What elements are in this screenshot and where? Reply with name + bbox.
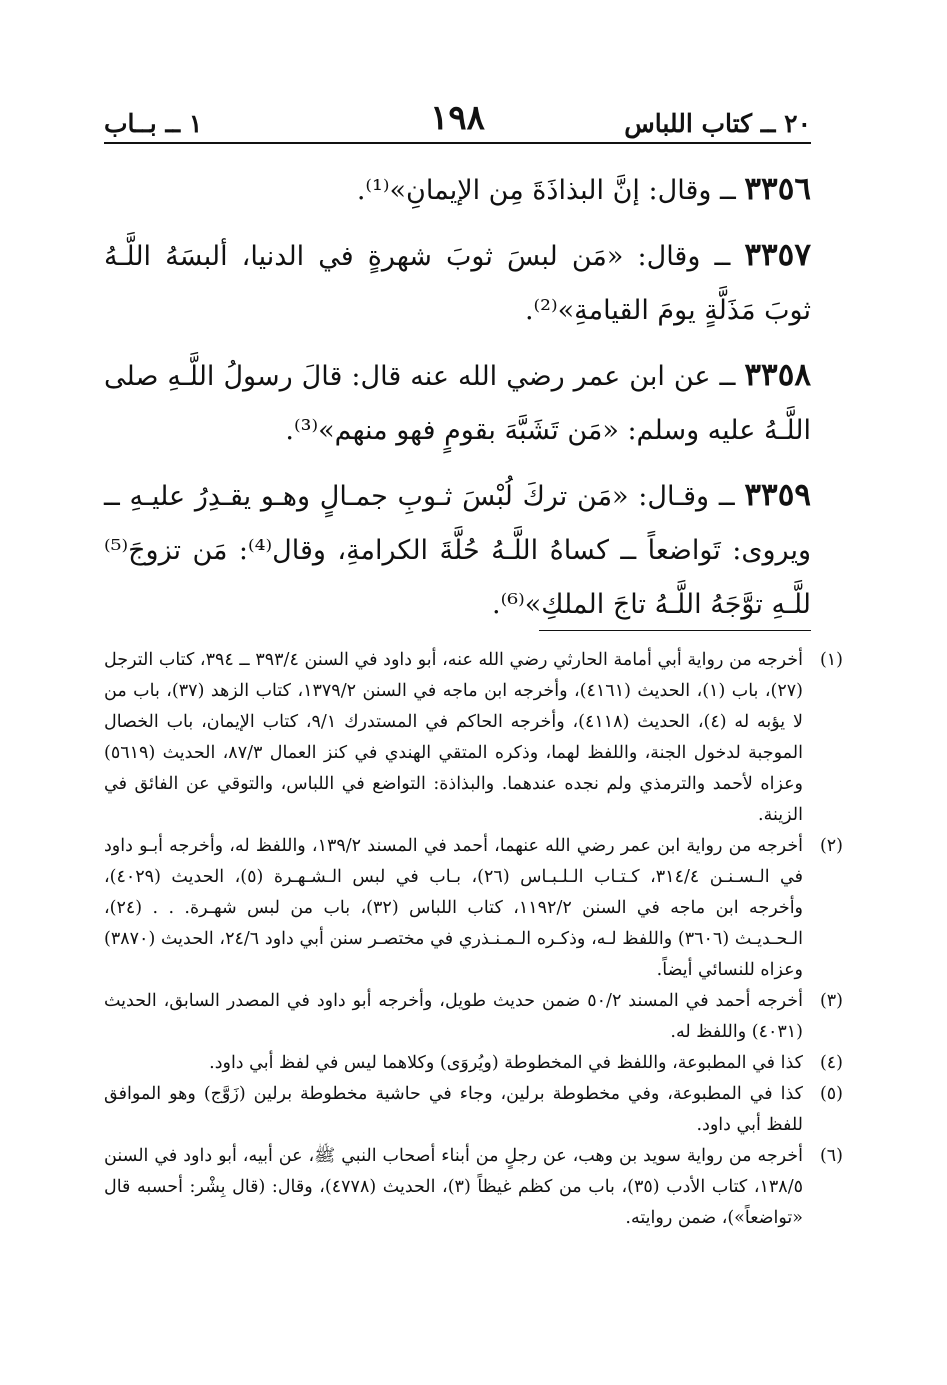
footnote-number: (٦): [819, 1146, 843, 1166]
footnote-number: (٥): [819, 1084, 843, 1104]
hadith-3358: [104, 348, 811, 458]
footnote-text: أخرجه أحمد في المسند ٥٠/٢ ضمن حديث طويل، وأخرجه أبو داود في المصدر السابق، الحديث (٤٠٣١) واللفظ له.: [104, 991, 803, 1042]
page-number: ١٩٨: [430, 98, 485, 138]
footnotes: [104, 645, 843, 1234]
footnote-text: أخرجه من رواية سويد بن وهب، عن رجلٍ من أبناء أصحاب النبي ﷺ، عن أبيه، أبو داود في السنن ١٣٨/٥، كتاب الأدب (٣٥)، باب من كظم غيظاً (٣)، الحديث (٤٧٧٨)، وقال: (قال بِشْر: أحسبه قال «تواضعاً»)، ضمن روايته.: [104, 1146, 803, 1228]
footnote-4: [104, 1048, 843, 1079]
footnote-1: [104, 645, 843, 831]
footnote-number: (٢): [819, 836, 843, 856]
hadith-number: ٣٣٥٨: [744, 357, 811, 393]
footnote-number: (٤): [819, 1053, 843, 1073]
footnote-2: [104, 831, 843, 986]
chapter-title: ٢٠ ــ كتاب اللباس: [624, 109, 811, 138]
hadith-text: ــ وقـال: «مَن تركَ لُبْسَ ثـوبِ جمـالٍ وهـو يقـدِرُ عليـهِ ــ ويروى: تَواضعاً ــ كساهُ اللَّـهُ حُلَّةَ الكرامةِ، وقال⁽⁴⁾: مَن تزوجَ⁽⁵⁾ للَّـهِ توَّجَهُ اللَّـهُ تاجَ الملكِ»⁽⁶⁾.: [104, 481, 811, 620]
hadith-list: [104, 162, 811, 642]
footnote-5: [104, 1079, 843, 1141]
footnote-6: [104, 1141, 843, 1234]
footnote-text: كذا في المطبوعة، وفي مخطوطة برلين، وجاء في حاشية مخطوطة برلين (زَوَّج) وهو الموافق للفظ أبي داود.: [104, 1084, 803, 1135]
footnote-number: (١): [819, 650, 843, 670]
hadith-text: ــ عن ابن عمر رضي الله عنه قال: قالَ رسولُ اللَّـهِ صلى اللَّـهُ عليه وسلم: «مَن تَشَبَّهَ بقومٍ فهو منهم»⁽³⁾.: [104, 361, 811, 446]
hadith-number: ٣٣٥٧: [744, 237, 811, 273]
footnote-text: أخرجه من رواية أبي أمامة الحارثي رضي الله عنه، أبو داود في السنن ٣٩٣/٤ ــ ٣٩٤، كتاب الترجل (٢٧)، باب (١)، الحديث (٤١٦١)، وأخرجه ابن ماجه في السنن ١٣٧٩/٢، كتاب الزهد (٣٧)، باب من لا يؤبه له (٤)، الحديث (٤١١٨)، وأخرجه الحاكم في المستدرك ٩/١، كتاب الإيمان، باب الخصال الموجبة لدخول الجنة، واللفظ لهما، وذكره المتقي الهندي في كنز العمال ٨٧/٣، الحديث (٥٦١٩) وعزاه لأحمد والترمذي ولم نجده عندهما. والبذاذة: التواضع في اللباس، والتوقي عن الفائق في الزينة.: [104, 650, 803, 825]
section-title: ١ ــ بــاب: [104, 109, 203, 138]
hadith-3357: [104, 228, 811, 338]
hadith-3356: [104, 162, 811, 218]
footnote-text: كذا في المطبوعة، واللفظ في المخطوطة (ويُروَى) وكلاهما ليس في لفظ أبي داود.: [209, 1053, 803, 1073]
running-header: [104, 92, 811, 144]
footnote-text: أخرجه من رواية ابن عمر رضي الله عنهما، أحمد في المسند ١٣٩/٢، واللفظ له، وأخرجه أبـو داود في الـسـنـن ٣١٤/٤، كـتـاب الـلـبـاس (٢٦)، بـاب في لبس الـشـهـرة (٥)، الحديث (٤٠٢٩)، وأخرجه ابن ماجه في السنن ١١٩٢/٢، كتاب اللباس (٣٢)، باب من لبس شهـرة. . . (٢٤)، الـحـديـث (٣٦٠٦) واللفظ لـه، وذكـره الـمـنـذري في مختصـر سنن أبي داود ٢٤/٦، الحديث (٣٨٧٠) وعزاه للنسائي أيضاً.: [104, 836, 804, 980]
footnote-number: (٣): [819, 991, 843, 1011]
hadith-text: ــ وقال: إنَّ البذاذَةَ مِن الإيمانِ»⁽¹⁾.: [356, 175, 736, 206]
hadith-number: ٣٣٥٩: [744, 477, 811, 513]
hadith-text: ــ وقال: «مَن لبسَ ثوبَ شهرةٍ في الدنيا، ألبسَهُ اللَّـهُ ثوبَ مَذَلَّةٍ يومَ القيامةِ»⁽²⁾.: [104, 241, 811, 326]
footnote-3: [104, 986, 843, 1048]
footnote-separator: [539, 630, 811, 631]
hadith-3359: [104, 468, 811, 632]
hadith-number: ٣٣٥٦: [744, 171, 811, 207]
